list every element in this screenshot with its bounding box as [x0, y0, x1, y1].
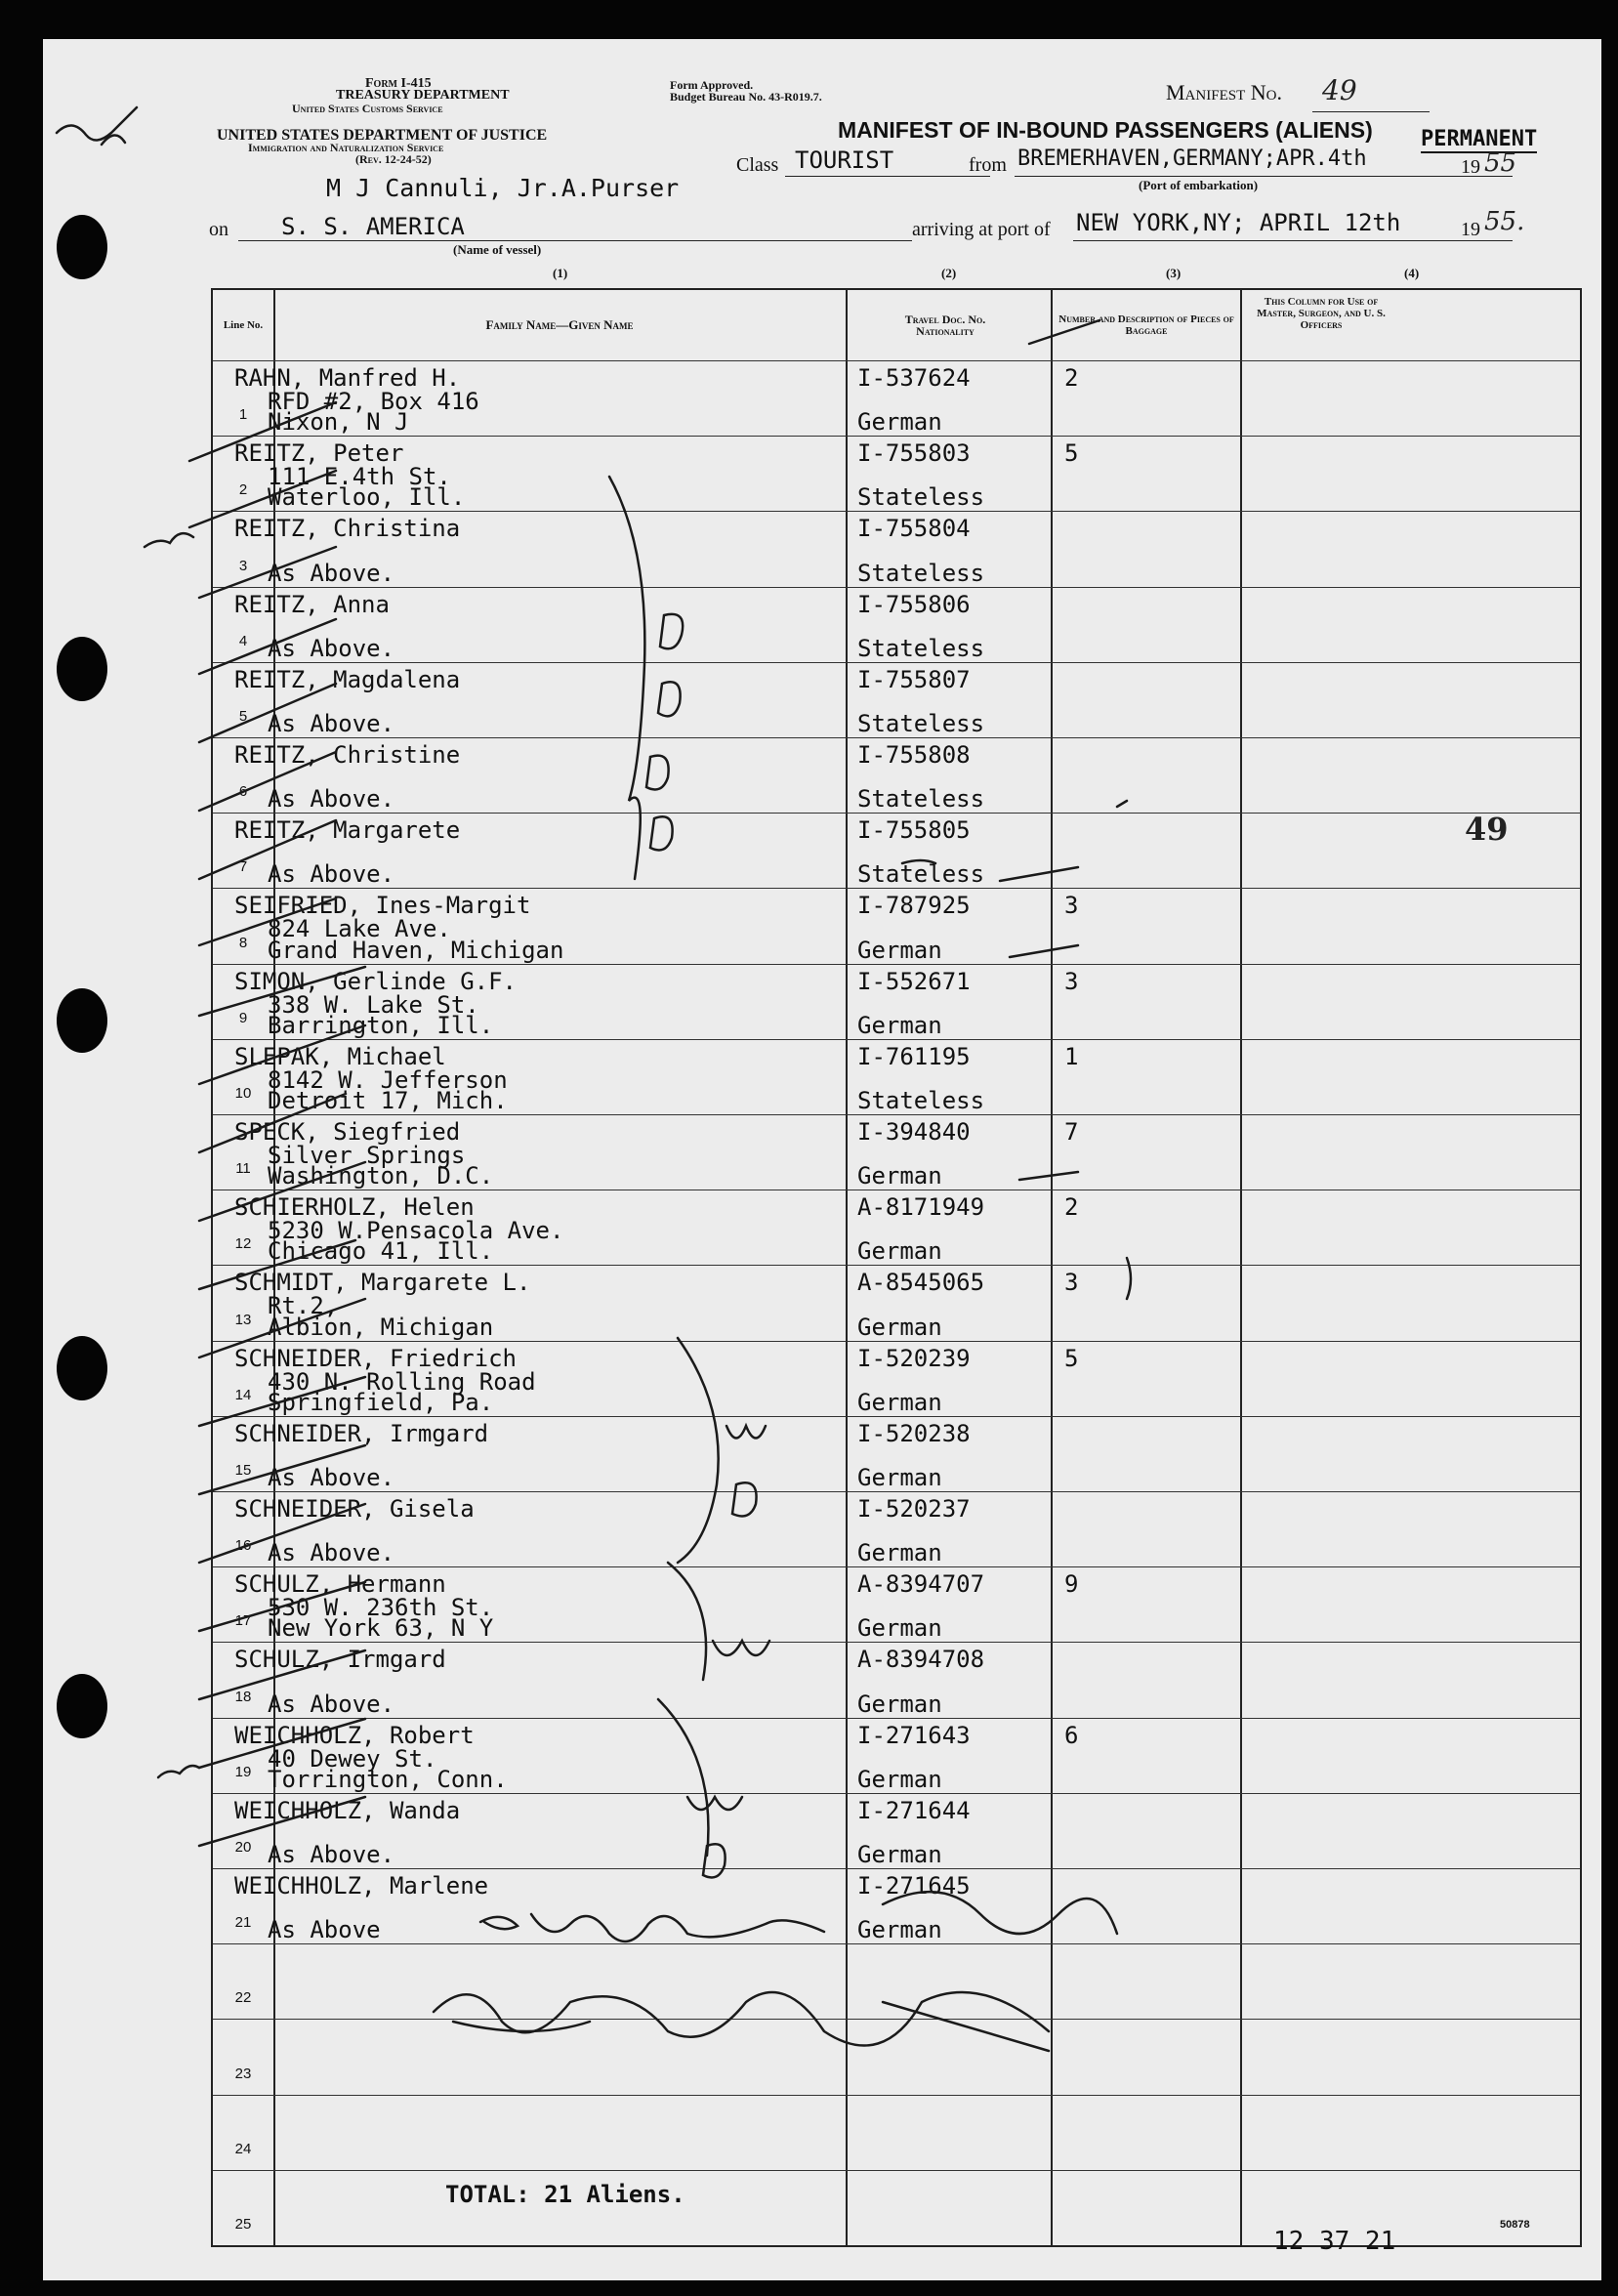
table-row	[213, 888, 1580, 963]
revision: (Rev. 12-24-52)	[355, 152, 432, 166]
row-line-no: 12	[234, 1235, 252, 1253]
row-address-1: 824 Lake Ave.	[268, 915, 451, 943]
from-year: 55	[1484, 148, 1517, 178]
row-nationality: German	[857, 1463, 942, 1491]
row-family-name: REITZ, Magdalena	[234, 665, 461, 693]
manifest-label: Manifest No.	[1166, 80, 1282, 104]
row-divider	[213, 587, 1580, 588]
row-divider	[213, 1566, 1580, 1567]
punch-hole	[57, 1336, 107, 1400]
header-line-no: Line No.	[223, 319, 264, 331]
row-nationality: German	[857, 1237, 942, 1266]
row-nationality: German	[857, 1840, 942, 1868]
header-name: Family Name—Given Name	[485, 317, 634, 332]
table-row	[213, 2019, 1580, 2094]
arrival-rule	[1073, 240, 1513, 241]
row-baggage: 3	[1064, 892, 1079, 920]
row-address-2: Chicago 41, Ill.	[268, 1237, 494, 1266]
row-family-name: WEICHHOLZ, Marlene	[234, 1872, 489, 1899]
row-baggage: 5	[1064, 1344, 1079, 1372]
row-divider	[213, 888, 1580, 889]
table-row	[213, 1868, 1580, 1943]
manifest-number: 49	[1322, 74, 1357, 106]
row-travel-doc: I-271645	[857, 1872, 971, 1899]
row-address-2: Torrington, Conn.	[268, 1765, 508, 1793]
row-family-name: REITZ, Anna	[234, 590, 390, 618]
row-baggage: 6	[1064, 1721, 1079, 1749]
row-line-no: 22	[234, 1989, 252, 2007]
row-divider	[213, 1868, 1580, 1869]
form-number: Form I-415	[365, 76, 432, 91]
row-line-no: 8	[238, 934, 248, 951]
row-nationality: German	[857, 1765, 942, 1793]
row-address-2: Springfield, Pa.	[268, 1388, 494, 1416]
manifest-title: MANIFEST OF IN-BOUND PASSENGERS (ALIENS)	[838, 117, 1373, 143]
table-row	[213, 1265, 1580, 1340]
from-label: from	[969, 154, 1007, 176]
row-travel-doc: I-755806	[857, 590, 971, 618]
table-row	[213, 813, 1580, 888]
table-row	[213, 964, 1580, 1039]
table-row	[213, 1642, 1580, 1717]
punch-hole	[57, 215, 107, 279]
total-line: TOTAL: 21 Aliens.	[445, 2181, 685, 2208]
row-nationality: German	[857, 1011, 942, 1039]
port-caption: (Port of embarkation)	[1139, 178, 1259, 192]
row-line-no: 11	[235, 1160, 251, 1178]
row-address-2: As Above.	[268, 860, 395, 889]
row-line-no: 6	[238, 783, 248, 801]
vessel-rule	[238, 240, 912, 241]
row-address-2: As Above	[268, 1916, 381, 1944]
row-line-no: 3	[238, 557, 248, 574]
table-row	[213, 1039, 1580, 1114]
col-num-3: (3)	[1166, 266, 1182, 280]
row-family-name: SIMON, Gerlinde G.F.	[234, 967, 517, 995]
row-address-1: 530 W. 236th St.	[268, 1594, 494, 1622]
row-nationality: Stateless	[857, 559, 985, 587]
row-line-no: 4	[238, 632, 248, 649]
from-year-prefix: 19	[1461, 156, 1480, 178]
class-rule	[785, 176, 990, 177]
row-baggage: 3	[1064, 967, 1079, 995]
row-address-2: Albion, Michigan	[268, 1313, 494, 1341]
row-address-2: As Above.	[268, 1840, 395, 1868]
row-divider	[213, 1341, 1580, 1342]
table-row	[213, 1114, 1580, 1190]
row-travel-doc: I-761195	[857, 1042, 971, 1070]
row-address-2: Waterloo, Ill.	[268, 483, 466, 512]
row-family-name: RAHN, Manfred H.	[234, 364, 461, 392]
row-nationality: Stateless	[857, 860, 985, 889]
punch-hole	[57, 637, 107, 701]
table-row	[213, 1190, 1580, 1265]
row-divider	[213, 1718, 1580, 1719]
ins-service: Immigration and Naturalization Service	[248, 141, 444, 154]
row-address-2: Washington, D.C.	[268, 1162, 494, 1190]
row-divider	[213, 662, 1580, 663]
row-divider	[213, 436, 1580, 437]
row-line-no: 14	[234, 1386, 252, 1403]
row-line-no: 1	[238, 406, 248, 424]
header-travel-doc: Travel Doc. No. Nationality	[904, 313, 986, 338]
row-travel-doc: I-755805	[857, 816, 971, 845]
on-label: on	[209, 219, 228, 240]
row-line-no: 5	[238, 707, 248, 725]
manifest-page	[43, 39, 1601, 2280]
row-line-no: 21	[234, 1914, 252, 1932]
arrival-port: NEW YORK,NY; APRIL 12th	[1076, 209, 1401, 236]
arriving-label: arriving at port of	[912, 219, 1051, 240]
row-nationality: Stateless	[857, 483, 985, 512]
table-row	[213, 1943, 1580, 2019]
table-row	[213, 662, 1580, 737]
table-row	[213, 587, 1580, 662]
row-family-name: SEIFRIED, Ines-Margit	[234, 892, 531, 920]
row-nationality: German	[857, 1916, 942, 1944]
table-row	[213, 1341, 1580, 1416]
row-travel-doc: I-537624	[857, 364, 971, 392]
row-baggage: 2	[1064, 1193, 1079, 1222]
row-divider	[213, 1416, 1580, 1417]
row-address-1: Silver Springs	[268, 1142, 466, 1169]
row-family-name: SCHMIDT, Margarete L.	[234, 1269, 531, 1297]
row-address-2: As Above.	[268, 559, 395, 587]
row-travel-doc: I-755803	[857, 439, 971, 468]
row-divider	[213, 1642, 1580, 1643]
purser-line: M J Cannuli, Jr.A.Purser	[326, 174, 680, 202]
row-travel-doc: A-8394707	[857, 1570, 985, 1599]
col-num-4: (4)	[1404, 266, 1420, 280]
col-num-1: (1)	[553, 266, 568, 280]
row-line-no: 2	[238, 481, 248, 499]
vessel-caption: (Name of vessel)	[453, 242, 542, 257]
row-nationality: German	[857, 1539, 942, 1567]
customs-service: United States Customs Service	[292, 102, 443, 115]
table-row	[213, 737, 1580, 813]
row-divider	[213, 964, 1580, 965]
row-family-name: SCHNEIDER, Friedrich	[234, 1344, 517, 1372]
row-travel-doc: I-394840	[857, 1118, 971, 1146]
row-address-1: 5230 W.Pensacola Ave.	[268, 1217, 564, 1245]
row-line-no: 10	[234, 1084, 252, 1102]
row-family-name: SCHULZ, Irmgard	[234, 1646, 446, 1674]
row-nationality: Stateless	[857, 1086, 985, 1114]
row-address-1: RFD #2, Box 416	[268, 388, 479, 415]
table-row	[213, 436, 1580, 511]
arrival-year: 55.	[1484, 207, 1525, 236]
row-address-2: As Above.	[268, 709, 395, 737]
row-line-no: 18	[234, 1688, 252, 1705]
row-nationality: Stateless	[857, 709, 985, 737]
row-address-1: Rt.2,	[268, 1292, 339, 1320]
row-line-no: 17	[234, 1612, 252, 1630]
row-line-no: 13	[234, 1311, 252, 1328]
row-line-no: 15	[234, 1461, 252, 1479]
row-line-no: 23	[234, 2065, 252, 2082]
budget-bureau: Budget Bureau No. 43-R019.7.	[670, 90, 822, 104]
row-nationality: German	[857, 1614, 942, 1643]
row-travel-doc: I-755808	[857, 741, 971, 769]
manifest-status: PERMANENT	[1421, 127, 1538, 151]
footer-serial: 50878	[1500, 2219, 1530, 2231]
row-address-2: As Above.	[268, 634, 395, 662]
row-line-no: 9	[238, 1009, 248, 1026]
row-baggage: 1	[1064, 1042, 1079, 1070]
row-family-name: REITZ, Margarete	[234, 816, 461, 845]
row-address-2: New York 63, N Y	[268, 1614, 494, 1643]
row-divider	[213, 1491, 1580, 1492]
punch-hole	[57, 1674, 107, 1738]
row-travel-doc: I-520238	[857, 1419, 971, 1447]
arrival-year-prefix: 19	[1461, 219, 1480, 240]
punch-hole	[57, 988, 107, 1053]
treasury-dept: TREASURY DEPARTMENT	[336, 88, 510, 103]
header-officers: This Column for Use of Master, Surgeon, and U. S. Officers	[1257, 296, 1386, 331]
row-family-name: WEICHHOLZ, Robert	[234, 1721, 475, 1749]
row-family-name: SCHNEIDER, Gisela	[234, 1495, 475, 1523]
row-divider	[213, 2095, 1580, 2096]
row-nationality: Stateless	[857, 785, 985, 814]
handwritten-49: 49	[1465, 811, 1509, 848]
row-nationality: German	[857, 1388, 942, 1416]
row-divider	[213, 511, 1580, 512]
row-family-name: SCHIERHOLZ, Helen	[234, 1193, 475, 1222]
row-divider	[213, 1793, 1580, 1794]
col-num-2: (2)	[941, 266, 957, 280]
row-baggage: 7	[1064, 1118, 1079, 1146]
row-travel-doc: A-8171949	[857, 1193, 985, 1222]
row-divider	[213, 813, 1580, 814]
from-value: BREMERHAVEN,GERMANY;APR.4th	[1017, 146, 1367, 171]
row-address-2: As Above.	[268, 785, 395, 814]
row-nationality: German	[857, 1162, 942, 1190]
row-divider	[213, 2019, 1580, 2020]
row-travel-doc: I-755804	[857, 515, 971, 543]
table-row	[213, 511, 1580, 586]
row-nationality: German	[857, 936, 942, 964]
row-address-2: As Above.	[268, 1690, 395, 1718]
row-travel-doc: A-8545065	[857, 1269, 985, 1297]
row-address-2: Grand Haven, Michigan	[268, 936, 564, 964]
from-rule	[1015, 176, 1513, 177]
row-divider	[213, 2170, 1580, 2171]
row-baggage: 3	[1064, 1269, 1079, 1297]
row-family-name: SPECK, Siegfried	[234, 1118, 461, 1146]
row-address-2: As Above.	[268, 1463, 395, 1491]
row-address-1: 338 W. Lake St.	[268, 990, 479, 1019]
row-baggage: 9	[1064, 1570, 1079, 1599]
row-family-name: WEICHHOLZ, Wanda	[234, 1796, 461, 1824]
row-line-no: 24	[234, 2140, 252, 2157]
table-row	[213, 1566, 1580, 1642]
row-baggage: 5	[1064, 439, 1079, 468]
row-travel-doc: A-8394708	[857, 1646, 985, 1674]
row-baggage: 2	[1064, 364, 1079, 392]
row-address-2: Nixon, N J	[268, 408, 409, 437]
row-family-name: SCHNEIDER, Irmgard	[234, 1419, 489, 1447]
table-row	[213, 1718, 1580, 1793]
row-family-name: REITZ, Christine	[234, 741, 461, 769]
row-line-no: 7	[238, 858, 248, 876]
class-value: TOURIST	[795, 146, 894, 174]
row-travel-doc: I-552671	[857, 967, 971, 995]
row-travel-doc: I-520239	[857, 1344, 971, 1372]
table-row	[213, 1491, 1580, 1566]
row-family-name: REITZ, Peter	[234, 439, 404, 468]
row-travel-doc: I-271644	[857, 1796, 971, 1824]
row-divider	[213, 1265, 1580, 1266]
row-travel-doc: I-787925	[857, 892, 971, 920]
header-baggage: Number and Description of Pieces of Baggage	[1058, 313, 1234, 337]
form-approved: Form Approved.	[670, 78, 754, 92]
row-travel-doc: I-520237	[857, 1495, 971, 1523]
manifest-number-rule	[1312, 111, 1430, 112]
row-line-no: 25	[234, 2215, 252, 2233]
row-nationality: German	[857, 1690, 942, 1718]
row-line-no: 19	[234, 1763, 252, 1780]
row-divider	[213, 1114, 1580, 1115]
row-family-name: SCHULZ, Hermann	[234, 1570, 446, 1599]
row-travel-doc: I-271643	[857, 1721, 971, 1749]
row-nationality: German	[857, 408, 942, 437]
footer-stamp: 12 37 21	[1273, 2227, 1396, 2256]
row-line-no: 16	[234, 1537, 252, 1555]
row-family-name: SLEPAK, Michael	[234, 1042, 446, 1070]
row-family-name: REITZ, Christina	[234, 515, 461, 543]
row-address-2: Detroit 17, Mich.	[268, 1086, 508, 1114]
table-row	[213, 1793, 1580, 1868]
row-address-1: 8142 W. Jefferson	[268, 1065, 508, 1094]
row-address-2: Barrington, Ill.	[268, 1011, 494, 1039]
row-divider	[213, 1943, 1580, 1944]
vessel-name: S. S. AMERICA	[281, 213, 465, 240]
row-nationality: German	[857, 1313, 942, 1341]
table-row	[213, 360, 1580, 436]
row-address-1: 430 N. Rolling Road	[268, 1367, 536, 1396]
row-travel-doc: I-755807	[857, 665, 971, 693]
table-row	[213, 2095, 1580, 2170]
table-row	[213, 1416, 1580, 1491]
class-label: Class	[736, 154, 779, 176]
row-address-2: As Above.	[268, 1539, 395, 1567]
row-nationality: Stateless	[857, 634, 985, 662]
row-divider	[213, 1039, 1580, 1040]
justice-dept: UNITED STATES DEPARTMENT OF JUSTICE	[217, 127, 548, 144]
row-address-1: 111 E.4th St.	[268, 463, 451, 491]
row-divider	[213, 737, 1580, 738]
passenger-table	[211, 288, 1582, 2247]
row-line-no: 20	[234, 1838, 252, 1856]
row-address-1: 40 Dewey St.	[268, 1744, 437, 1773]
